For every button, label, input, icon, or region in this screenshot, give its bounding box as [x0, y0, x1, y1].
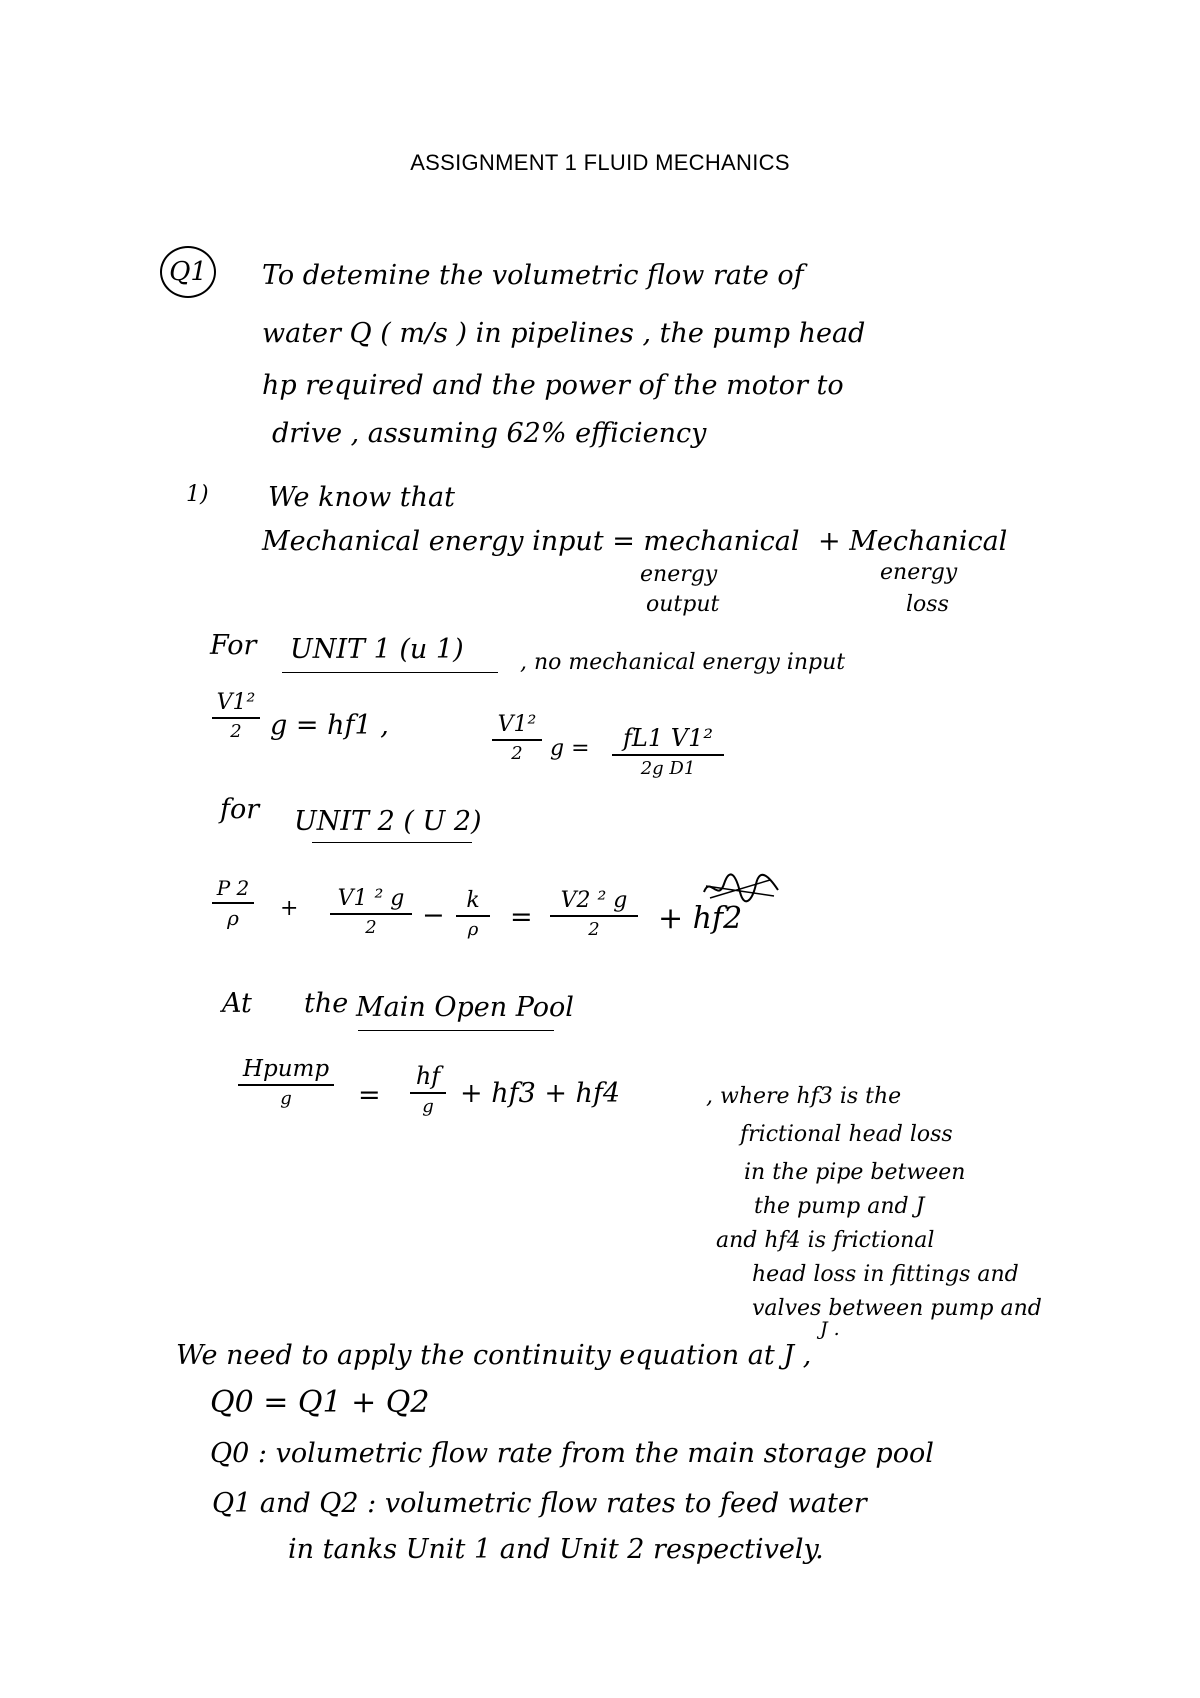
- continuity-line: We need to apply the continuity equation at J ,: [176, 1340, 812, 1371]
- unit2-fraction-d: V2 ² g 2: [550, 888, 638, 940]
- page-title: ASSIGNMENT 1 FLUID MECHANICS: [410, 150, 790, 175]
- energy-equation: Mechanical energy input = mechanical: [262, 526, 800, 557]
- main-pool-the: the: [304, 988, 349, 1019]
- unit1-fraction-2: V1² 2: [492, 712, 542, 764]
- where-note-1: , where hf3 is the: [706, 1084, 902, 1109]
- energy-loss-1: energy: [880, 560, 958, 585]
- intro-line-1: To detemine the volumetric flow rate of: [262, 260, 804, 291]
- unit2-minus: −: [422, 900, 445, 931]
- unit1-underline: [282, 672, 498, 673]
- main-pool-underline: [358, 1030, 554, 1031]
- where-note-3: in the pipe between: [744, 1160, 966, 1185]
- q0-definition: Q0 : volumetric flow rate from the main storage pool: [210, 1438, 934, 1469]
- where-note-5: and hf4 is frictional: [716, 1228, 935, 1253]
- intro-line-4: drive , assuming 62% efficiency: [272, 418, 707, 449]
- unit1-name: UNIT 1 (u 1): [290, 634, 464, 665]
- q1-q2-definition-cont: in tanks Unit 1 and Unit 2 respectively.: [288, 1534, 824, 1565]
- energy-output-2: output: [646, 592, 720, 617]
- unit2-fraction-c: k ρ: [456, 888, 490, 940]
- pump-rhs-fraction: hf g: [410, 1062, 446, 1117]
- unit2-for: for: [220, 794, 260, 825]
- unit1-fraction-1: V1² 2: [212, 690, 260, 742]
- pump-head-fraction: Hpump g: [238, 1056, 334, 1109]
- question-number-circle: [160, 246, 216, 298]
- unit2-underline: [312, 842, 472, 843]
- q1-q2-definition: Q1 and Q2 : volumetric flow rates to feed water: [212, 1488, 867, 1519]
- where-note-8: J .: [820, 1318, 840, 1340]
- intro-line-3: hp required and the power of the motor to: [262, 370, 844, 401]
- unit2-fraction-b: V1 ² g 2: [330, 886, 412, 938]
- unit2-plus: +: [280, 896, 299, 921]
- main-pool-at: At: [222, 988, 252, 1019]
- intro-line-2: water Q ( m/s ) in pipelines , the pump head: [262, 318, 866, 349]
- pump-eq-equals: =: [358, 1080, 381, 1111]
- where-note-2: frictional head loss: [740, 1122, 953, 1147]
- unit1-fraction-3: fL1 V1² 2g D1: [612, 724, 724, 779]
- question-number: Q1: [169, 257, 207, 287]
- where-note-7: valves between pump and: [752, 1296, 1042, 1321]
- where-note-4: the pump and J: [754, 1194, 925, 1219]
- unit2-fraction-a: P 2 ρ: [212, 876, 254, 930]
- unit1-note: , no mechanical energy input: [520, 650, 846, 675]
- energy-output-1: energy: [640, 562, 718, 587]
- energy-plus-term: + Mechanical: [818, 526, 1008, 557]
- where-note-6: head loss in fittings and: [752, 1262, 1019, 1287]
- unit1-eq-tail-2: g =: [550, 736, 590, 761]
- scribble-crossout-icon: [700, 872, 784, 906]
- unit2-name: UNIT 2 ( U 2): [294, 806, 482, 837]
- unit2-eq-tail: + hf2: [658, 901, 743, 936]
- pump-eq-tail: + hf3 + hf4: [460, 1078, 621, 1109]
- continuity-equation: Q0 = Q1 + Q2: [210, 1385, 430, 1420]
- unit1-eq-tail: g = hf1 ,: [270, 710, 389, 741]
- energy-loss-2: loss: [906, 592, 949, 617]
- unit2-equals: =: [510, 902, 533, 933]
- main-pool-name: Main Open Pool: [356, 992, 574, 1023]
- part-label: 1): [186, 482, 209, 507]
- we-know-that: We know that: [268, 482, 455, 513]
- unit1-for: For: [210, 630, 257, 661]
